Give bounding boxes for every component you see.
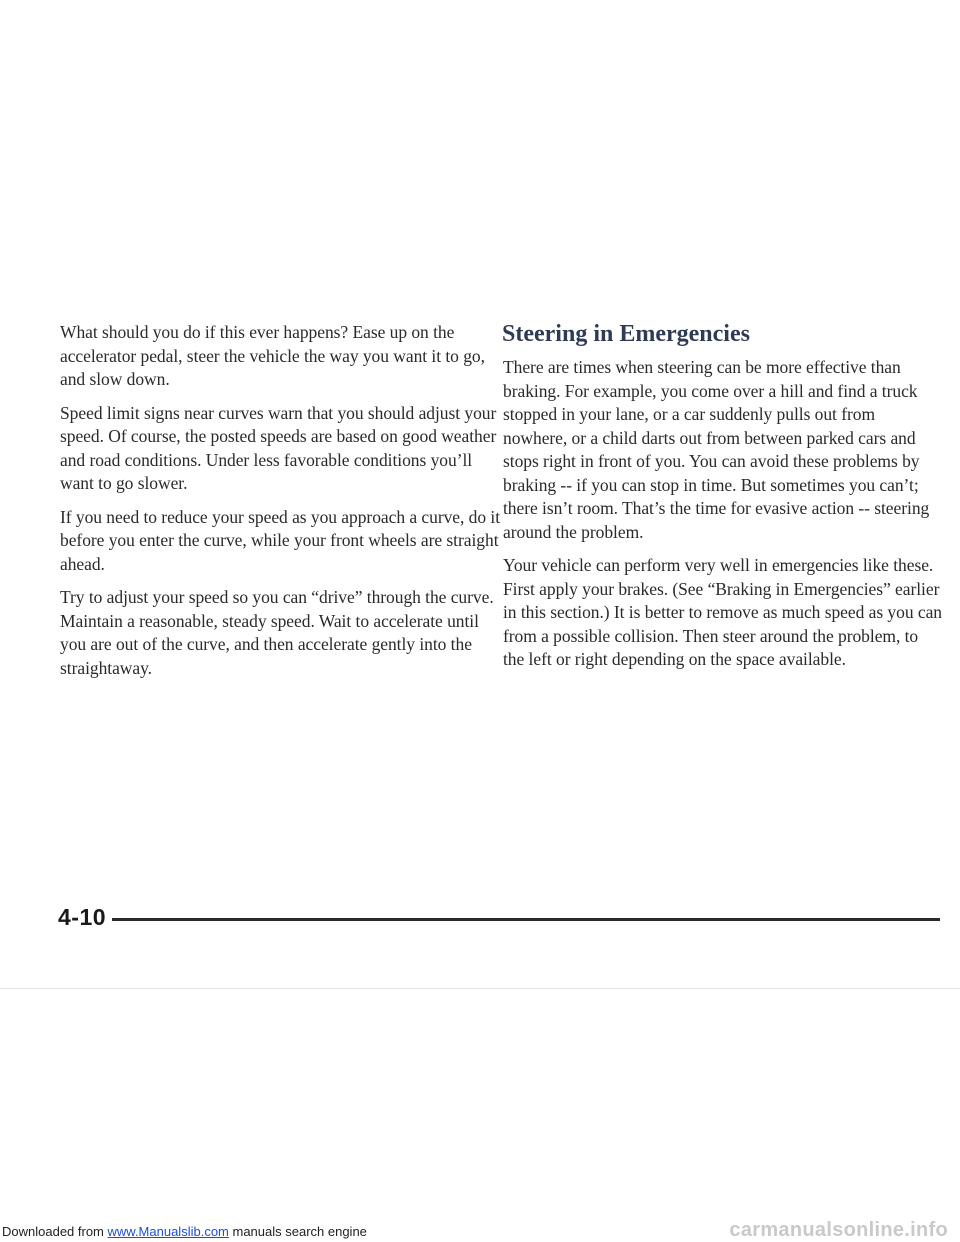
- left-paragraph-3: If you need to reduce your speed as you approach a curve, do it before you enter the curve, while your front wheels are straight ahead.: [60, 506, 501, 574]
- scan-divider: [0, 988, 960, 989]
- banner-suffix: manuals search engine: [228, 1224, 367, 1239]
- page-number: 4-10: [58, 904, 107, 930]
- right-column: [503, 320, 943, 682]
- left-paragraph-2: Speed limit signs near curves warn that you should adjust your speed. Of course, the posted speeds are based on good weather and road conditions. Under less favorable conditions you’ll want to go slower.: [60, 402, 497, 493]
- banner-prefix: Downloaded from: [2, 1224, 108, 1239]
- page-footer: [58, 904, 942, 934]
- section-heading: Steering in Emergencies: [502, 321, 750, 347]
- manualslib-link[interactable]: www.Manualslib.com: [107, 1224, 229, 1239]
- left-paragraph-4: Try to adjust your speed so you can “drive” through the curve. Maintain a reasonable, steady speed. Wait to accelerate until you are out of the curve, and then accelerate gently into the straightaway.: [60, 587, 494, 678]
- site-watermark: carmanualsonline.info: [729, 1219, 948, 1241]
- right-paragraph-1: There are times when steering can be more effective than braking. For example, you come over a hill and find a truck stopped in your lane, or a car suddenly pulls out from nowhere, or a child darts out from between parked cars and stops right in front of you. You can avoid these problems by braking -- if you can stop in time. But sometimes you can’t; there isn’t room. That’s the time for evasive action -- steering around the problem.: [503, 357, 930, 542]
- footer-rule: [112, 918, 940, 921]
- right-paragraph-2: Your vehicle can perform very well in emergencies like these. First apply your brakes. (See “Braking in Emergencies” earlier in this section.) It is better to remove as much speed as you can from a possible collision. Then steer around the problem, to the left or right depending on the space available.: [503, 555, 942, 669]
- left-paragraph-1: What should you do if this ever happens? Ease up on the accelerator pedal, steer the vehicle the way you want it to go, and slow down.: [60, 322, 485, 389]
- download-banner: [2, 1224, 367, 1239]
- left-column: [60, 321, 505, 690]
